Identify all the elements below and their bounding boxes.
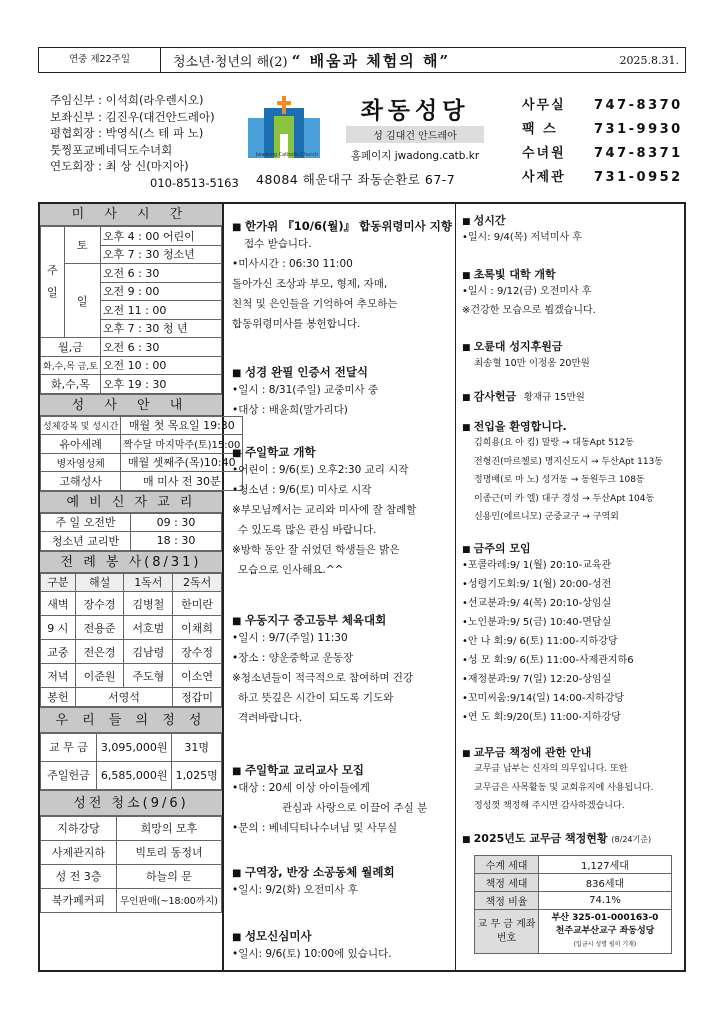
cleaning-group: 무인판매(~18:00까지) <box>117 888 222 912</box>
notice-title: ■ 한가위 『10/6(월)』 합동위령미사 지향 <box>232 218 454 234</box>
liturgy-head: 1독서 <box>124 573 173 592</box>
mass-time: 오후 7 : 30 청 년 <box>100 319 221 338</box>
liturgy-cell: 저녁 <box>41 664 76 688</box>
sacrament-value: 매 미사 전 30분 <box>121 472 243 491</box>
mass-table <box>40 226 222 394</box>
liturgy-cell: 전용준 <box>75 616 124 640</box>
notice-line: 합동위령미사를 봉헌합니다. <box>232 318 361 330</box>
homepage[interactable]: 홈페이지 jwadong.catb.kr <box>350 150 480 162</box>
notice-item <box>232 762 454 838</box>
top-bar <box>38 47 686 73</box>
cleaning-place: 지하강당 <box>41 816 117 840</box>
offering-table <box>40 733 222 790</box>
mass-time: 오후 19 : 30 <box>100 375 221 394</box>
weekday: 월,금 <box>41 338 101 357</box>
cleaning-title: 성전 청소(9/6) <box>40 790 222 816</box>
class-name: 청소년 교리반 <box>41 532 131 551</box>
offering-value: 6,585,000원 <box>97 761 172 789</box>
mass-time: 오전 6 : 30 <box>100 338 221 357</box>
mass-time: 오전 10 : 00 <box>100 356 221 375</box>
liturgy-head: 구분 <box>41 573 76 592</box>
phone-number[interactable]: 731-9930 <box>594 122 683 137</box>
notice-title: ■ 금주의 모임 <box>462 540 682 556</box>
account-info <box>539 910 672 954</box>
notice-title: ■ 주일학교 교리교사 모집 <box>232 762 454 778</box>
mass-time: 오전 11 : 00 <box>100 301 221 320</box>
theme <box>161 50 589 71</box>
notice-line: 모습으로 인사해요.^^ <box>238 564 344 576</box>
phone-label: 팩 스 <box>522 122 558 137</box>
notice-line: 격려바랍니다. <box>238 712 303 724</box>
account-note: (입금시 성명 필히 기재) <box>573 941 637 948</box>
middle-column <box>224 202 456 972</box>
weekday: 화,수,목 <box>41 375 101 394</box>
theme-year: 청소년·청년의 해(2) <box>173 54 288 70</box>
notice-item <box>232 864 454 900</box>
phone-row <box>522 142 683 166</box>
cleaning-place: 북카페커피 <box>41 888 117 912</box>
liturgy-cell: 한미란 <box>173 592 222 616</box>
notice-line: •미사시간 : 06:30 11:00 <box>232 258 353 270</box>
notice-line: •선교분과:9/ 4(목) 20:10-상임실 <box>462 598 612 609</box>
notice-line: •꼬미씨움:9/14(일) 14:00-지하강당 <box>462 693 625 704</box>
notice-title: ■ 전입을 환영합니다. <box>462 418 682 434</box>
notice-item <box>462 744 682 816</box>
notice-line: 정명배(로 마 노) 성거동 → 동원두크 108동 <box>474 475 645 485</box>
notice-line: ※청소년들이 적극적으로 참여하며 건강 <box>232 672 414 684</box>
notice-line: •포콜라레:9/ 1(월) 20:10-교육관 <box>462 560 612 571</box>
liturgy-cell: 장수정 <box>173 640 222 664</box>
notice-line: 접수 받습니다. <box>244 238 312 250</box>
liturgy-cell: 김남령 <box>124 640 173 664</box>
cleaning-place: 사제관지하 <box>41 840 117 864</box>
liturgy-title: 전 례 봉 사(8/31) <box>40 551 222 573</box>
stats-date: (8/24기준) <box>611 835 652 844</box>
offering-value: 3,095,000원 <box>97 733 172 761</box>
stats-key: 수계 세대 <box>475 856 539 874</box>
liturgy-table <box>40 573 222 707</box>
notice-item <box>232 928 454 964</box>
liturgy-cell: 김병철 <box>124 592 173 616</box>
bulletin-date: 2025.8.31. <box>619 53 679 67</box>
notice-line: •성 모 회:9/ 6(토) 11:00-사제관지하6 <box>462 655 634 666</box>
notice-line: 김희용(요 아 킴) 말랑 → 대동Apt 512동 <box>474 438 634 448</box>
notice-line: •일시 : 9/7(주일) 11:30 <box>232 632 348 644</box>
cleaning-table <box>40 816 222 913</box>
class-name: 주 일 오전반 <box>41 513 131 532</box>
notice-title: ■ 교무금 책정에 관한 안내 <box>462 744 682 760</box>
notice-line: 수 있도록 많은 관심 바랍니다. <box>238 524 377 536</box>
notice-line: •일시 : 9/12(금) 오전미사 후 <box>462 286 592 297</box>
sat-label: 토 <box>64 227 100 264</box>
cleaning-group: 빅토리 동정녀 <box>117 840 222 864</box>
liturgy-cell: 장수경 <box>75 592 124 616</box>
phone-label: 사무실 <box>522 98 566 113</box>
notice-line: •대상 : 배윤희(말가리다) <box>232 404 348 416</box>
server-name: 정갑미 <box>173 688 222 707</box>
mass-time: 오전 6 : 30 <box>100 264 221 283</box>
class-time: 18 : 30 <box>131 532 222 551</box>
notice-item <box>462 418 682 527</box>
mass-time: 오후 4 : 00 어린이 <box>100 227 221 246</box>
stats-key: 책정 비율 <box>475 892 539 910</box>
thanks-donor: 황재규 15만원 <box>523 392 585 403</box>
mass-time: 오전 9 : 00 <box>100 282 221 301</box>
sun-label: 일 <box>64 264 100 338</box>
liturgy-cell: 이소연 <box>173 664 222 688</box>
stats-key: 책정 세대 <box>475 874 539 892</box>
mass-title: 미 사 시 간 <box>40 204 222 226</box>
sacrament-value: 매월 첫 목요일 19:30 <box>121 416 243 435</box>
mass-time: 오후 7 : 30 청소년 <box>100 245 221 264</box>
liturgy-cell: 이준원 <box>75 664 124 688</box>
stats-value: 836세대 <box>539 874 672 892</box>
notice-title: ■ 성경 완필 인증서 전달식 <box>232 364 454 380</box>
staff-line: 평협회장 : 박영식(스 테 파 노) <box>50 126 204 140</box>
weekday: 화,수,목 금,토 <box>41 356 101 375</box>
notice-line: •어린이 : 9/6(토) 오후2:30 교리 시작 <box>232 464 409 476</box>
left-column <box>38 202 241 972</box>
notice-line: 교무금은 사목활동 및 교회유지에 사용됩니다. <box>474 782 654 793</box>
church-patron: 성 김대건 안드레아 <box>346 126 484 143</box>
notice-title: ■ 성시간 <box>462 212 682 228</box>
notice-item <box>462 338 682 373</box>
week-label: 연중 제22주일 <box>39 48 161 72</box>
tithe-stats-table <box>474 855 672 954</box>
notice-line: 교무금 납부는 신자의 의무입니다. 또한 <box>474 764 628 774</box>
notice-line: •일시: 9/2(화) 오전미사 후 <box>232 884 358 896</box>
notice-item <box>462 540 682 727</box>
notice-item <box>462 388 682 404</box>
right-column <box>456 202 686 972</box>
staff-line: 툿찡포교베네딕도수녀회 <box>50 142 173 157</box>
account-number: 부산 325-01-000163-0 <box>551 913 659 923</box>
phone-number[interactable]: 731-0952 <box>594 170 683 185</box>
notice-title <box>462 830 682 846</box>
stats-value: 74.1% <box>539 892 672 910</box>
notice-item <box>462 266 682 320</box>
liturgy-head: 2독서 <box>173 573 222 592</box>
church-block <box>340 92 490 163</box>
notice-title <box>462 388 682 404</box>
offering-count: 1,025명 <box>172 761 222 789</box>
notice-line: ※건강한 모습으로 뵙겠습니다. <box>462 305 596 316</box>
notice-item <box>462 830 682 846</box>
notice-title-text: 감사헌금 <box>473 390 517 403</box>
phone-row <box>522 118 683 142</box>
staff-line: 연도회장 : 최 상 신(마지아) <box>50 159 189 173</box>
notice-line: •안 나 회:9/ 6(토) 11:00-지하강당 <box>462 636 618 647</box>
sacrament-value: 매월 셋째주(목)10:40 <box>121 453 243 472</box>
notice-line: •재정분과:9/ 7(일) 12:20-상임실 <box>462 674 612 685</box>
offering-key: 교 무 금 <box>41 733 97 761</box>
church-name: 좌동성당 <box>360 98 470 124</box>
catechumen-title: 예 비 신 자 교 리 <box>40 491 222 513</box>
offering-count: 31명 <box>172 733 222 761</box>
notice-line: 최송혈 10만 이정옹 20만원 <box>474 358 590 369</box>
notice-title: ■ 초록빛 대학 개학 <box>462 266 682 282</box>
notice-line: •일시 : 8/31(주일) 교중미사 중 <box>232 384 379 396</box>
phone-list <box>522 94 683 190</box>
notice-line: 하고 뜻깊은 시간이 되도록 기도와 <box>238 692 394 704</box>
notice-line: 이종근(미 카 엘) 대구 경성 → 두산Apt 104동 <box>474 493 655 504</box>
cleaning-group: 희망의 모후 <box>117 816 222 840</box>
server-key: 봉헌 <box>41 688 76 707</box>
notice-title: ■ 오륜대 성지후원금 <box>462 338 682 354</box>
stats-value: 1,127세대 <box>539 856 672 874</box>
notice-line: 신용민(에르니모) 군중교구 → 구역외 <box>474 512 619 522</box>
notice-line: ※방학 동안 잘 쉬었던 학생들은 밝은 <box>232 544 400 556</box>
sacrament-key: 성체강복 및 성시간 <box>41 416 121 435</box>
liturgy-cell: 9 시 <box>41 616 76 640</box>
offering-title: 우 리 들 의 정 성 <box>40 707 222 733</box>
notice-line: •일시: 9/4(목) 저녁미사 후 <box>462 232 582 243</box>
liturgy-cell: 전은경 <box>75 640 124 664</box>
sacrament-value: 짝수달 마지막주(토)15:00 <box>121 435 243 454</box>
notice-item <box>232 444 454 580</box>
cleaning-group: 하늘의 문 <box>117 864 222 888</box>
notice-line: •청소년 : 9/6(토) 미사로 시작 <box>232 484 372 496</box>
phone-row <box>522 94 683 118</box>
notice-title: ■ 주일학교 개학 <box>232 444 454 460</box>
phone-label: 사제관 <box>522 170 566 185</box>
notice-line: •노인분과:9/ 5(금) 10:40-면담실 <box>462 617 612 628</box>
liturgy-cell: 교중 <box>41 640 76 664</box>
server-name: 서영석 <box>75 688 173 707</box>
class-time: 09 : 30 <box>131 513 222 532</box>
staff-line: 보좌신부 : 김진우(대건안드레아) <box>50 109 215 124</box>
notice-item <box>232 218 454 334</box>
liturgy-cell: 주도형 <box>124 664 173 688</box>
sunday-label: 주일 <box>41 227 65 338</box>
liturgy-head: 해설 <box>75 573 124 592</box>
phone-label: 수녀원 <box>522 146 566 161</box>
notice-title: ■ 구역장, 반장 소공동체 월례회 <box>232 864 454 880</box>
phone-number[interactable]: 747-8371 <box>594 146 683 161</box>
notice-line: •대상 : 20세 이상 아이들에게 <box>232 782 370 794</box>
notice-title: ■ 성모신심미사 <box>232 928 454 944</box>
account-holder: 천주교부산교구 좌동성당 <box>555 926 655 936</box>
cleaning-place: 성 전 3층 <box>41 864 117 888</box>
notice-line: 관심과 사랑으로 이끌어 주실 분 <box>282 802 428 814</box>
catechumen-table <box>40 513 222 551</box>
sacrament-title: 성 사 안 내 <box>40 394 222 416</box>
theme-quote: “ 배움과 체험의 해” <box>291 51 451 70</box>
staff-line: 010-8513-5163 <box>150 175 239 190</box>
liturgy-cell: 새벽 <box>41 592 76 616</box>
sacrament-key: 병자영성체 <box>41 453 121 472</box>
notice-line: 정성껏 책정해 주시면 감사하겠습니다. <box>474 801 625 811</box>
address: 48084 해운대구 좌동순환로 67-7 <box>256 172 456 187</box>
staff-line: 주임신부 : 이석희(라우렌시오) <box>50 93 204 107</box>
notice-line: 친척 및 은인들을 기억하여 추모하는 <box>232 298 398 310</box>
staff-list <box>50 92 239 191</box>
sacrament-key: 유아세례 <box>41 435 121 454</box>
notice-item <box>232 612 454 728</box>
church-info <box>38 88 686 196</box>
account-key: 교 무 금 계좌번호 <box>475 910 539 954</box>
notice-item <box>462 212 682 247</box>
sacrament-key: 고해성사 <box>41 472 121 491</box>
notice-line: 돌아가신 조상과 부모, 형제, 자매, <box>232 278 388 290</box>
church-logo-icon <box>248 94 320 158</box>
notice-line: 전형진(마르첼로) 명지신도시 → 두산Apt 113동 <box>474 456 663 467</box>
notice-line: •일시: 9/6(토) 10:00에 있습니다. <box>232 948 392 960</box>
notice-title-text: 2025년도 교무금 책정현황 <box>473 832 608 845</box>
notice-item <box>232 364 454 420</box>
notice-line: •성령기도회:9/ 1(월) 20:00-성전 <box>462 579 612 590</box>
notice-line: •장소 : 양운중학교 운동장 <box>232 652 354 664</box>
notice-line: •문의 : 베네딕티나수녀님 및 사무실 <box>232 822 398 834</box>
phone-number[interactable]: 747-8370 <box>594 98 683 113</box>
logo-caption: Jwadong Catholic Church <box>255 152 319 158</box>
offering-key: 주일헌금 <box>41 761 97 789</box>
notice-line: ※부모님께서는 교리와 미사에 잘 참례할 <box>232 504 417 516</box>
liturgy-cell: 이채희 <box>173 616 222 640</box>
notice-line: •연 도 회:9/20(토) 11:00-지하강당 <box>462 712 621 723</box>
liturgy-cell: 서호범 <box>124 616 173 640</box>
notice-title: ■ 우동지구 중고등부 체육대회 <box>232 612 454 628</box>
phone-row <box>522 166 683 190</box>
sacrament-table <box>40 416 243 491</box>
